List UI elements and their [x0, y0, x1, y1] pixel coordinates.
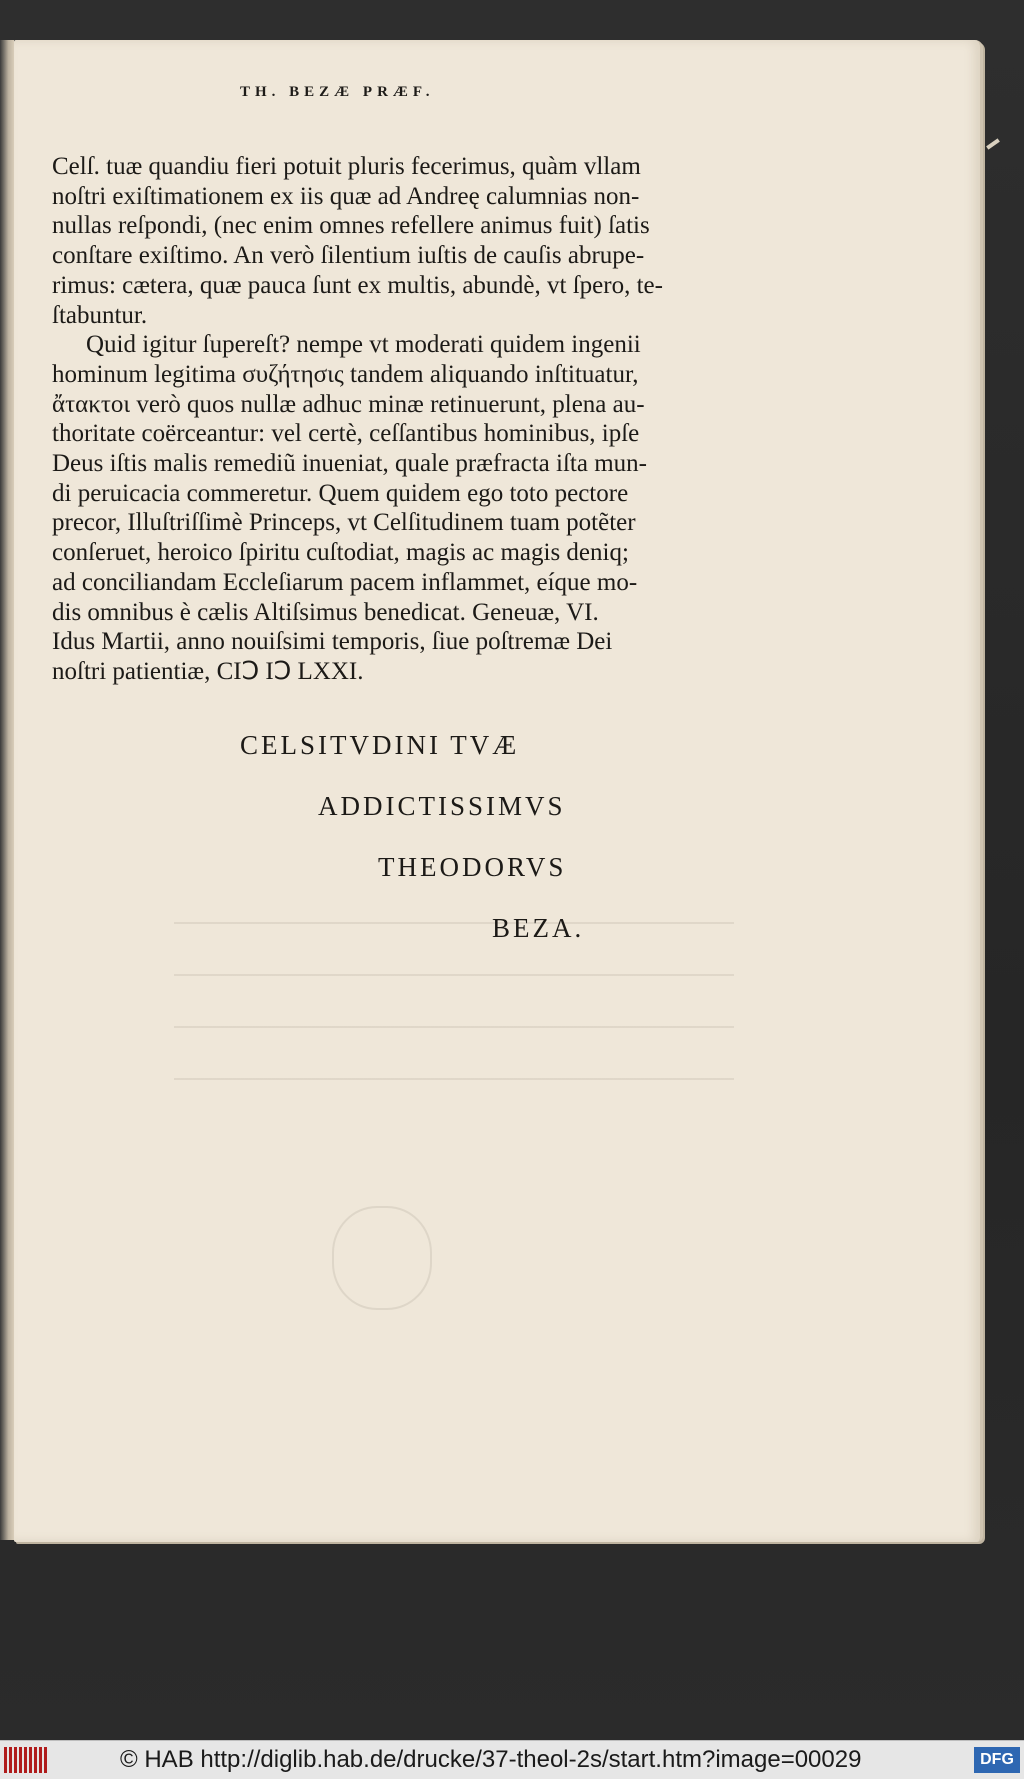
- text-line: conſeruet, heroico ſpiritu cuſtodiat, magis ac magis deniq;: [52, 539, 629, 567]
- footer-url[interactable]: © HAB http://diglib.hab.de/drucke/37-theol-2s/start.htm?image=00029: [120, 1746, 862, 1773]
- text-line: noſtri patientiæ, CIↃ IↃ LXXI.: [52, 657, 364, 685]
- text-line: hominum legitima συζήτησις tandem aliquando inſtituatur,: [52, 360, 639, 388]
- text-line: Deus iſtis malis remediũ inueniat, quale præfracta iſta mun-: [52, 450, 647, 478]
- show-through-text: [174, 900, 734, 1120]
- dfg-logo: DFG: [974, 1747, 1020, 1773]
- text-line: Celſ. tuæ quandiu fieri potuit pluris fecerimus, quàm vllam: [52, 153, 641, 180]
- text-line: Idus Martii, anno nouiſsimi temporis, ſiue poſtremæ Dei: [52, 628, 613, 656]
- text-line: ἄτακτοι verò quos nullæ adhuc minæ retinuerunt, plena au-: [52, 390, 645, 418]
- text-line: noſtri exiſtimationem ex iis quæ ad Andreę calumnias non-: [52, 182, 640, 210]
- text-line: conſtare exiſtimo. An verò ſilentium iuſtis de cauſis abrupe-: [52, 242, 645, 270]
- watermark-ornament: [332, 1206, 432, 1310]
- text-line: rimus: cætera, quæ pauca ſunt ex multis, abundè, vt ſpero, te-: [52, 271, 663, 299]
- closing-line-3: THEODORVS: [378, 852, 567, 882]
- text-line: ſtabuntur.: [52, 301, 148, 329]
- main-text-block: [52, 152, 718, 687]
- text-line: dis omnibus è cælis Altiſsimus benedicat. Geneuæ, VI.: [52, 598, 599, 626]
- text-line: ad conciliandam Eccleſiarum pacem inflammet, eíque mo-: [52, 568, 638, 596]
- closing-line-4: BEZA.: [492, 913, 585, 943]
- closing-line-2: ADDICTISSIMVS: [318, 791, 566, 821]
- text-line: precor, Illuſtriſſimè Princeps, vt Celſitudinem tuam potẽter: [52, 509, 636, 537]
- running-head: TH. BEZÆ PRÆF.: [240, 84, 435, 100]
- closing-line-1: CELSITVDINI TVÆ: [240, 730, 520, 760]
- text-line: di peruicacia commeretur. Quem quidem ego toto pectore: [52, 479, 629, 507]
- hab-logo-icon: [4, 1747, 48, 1773]
- text-line: Quid igitur ſupereſt? nempe vt moderati quidem ingenii: [86, 331, 641, 359]
- text-line: nullas reſpondi, (nec enim omnes refellere animus fuit) ſatis: [52, 212, 650, 240]
- text-line: thoritate coërceantur: vel certè, ceſſantibus hominibus, ipſe: [52, 420, 640, 448]
- viewer-footer: [0, 1740, 1024, 1779]
- book-spine-edge: [0, 40, 14, 1540]
